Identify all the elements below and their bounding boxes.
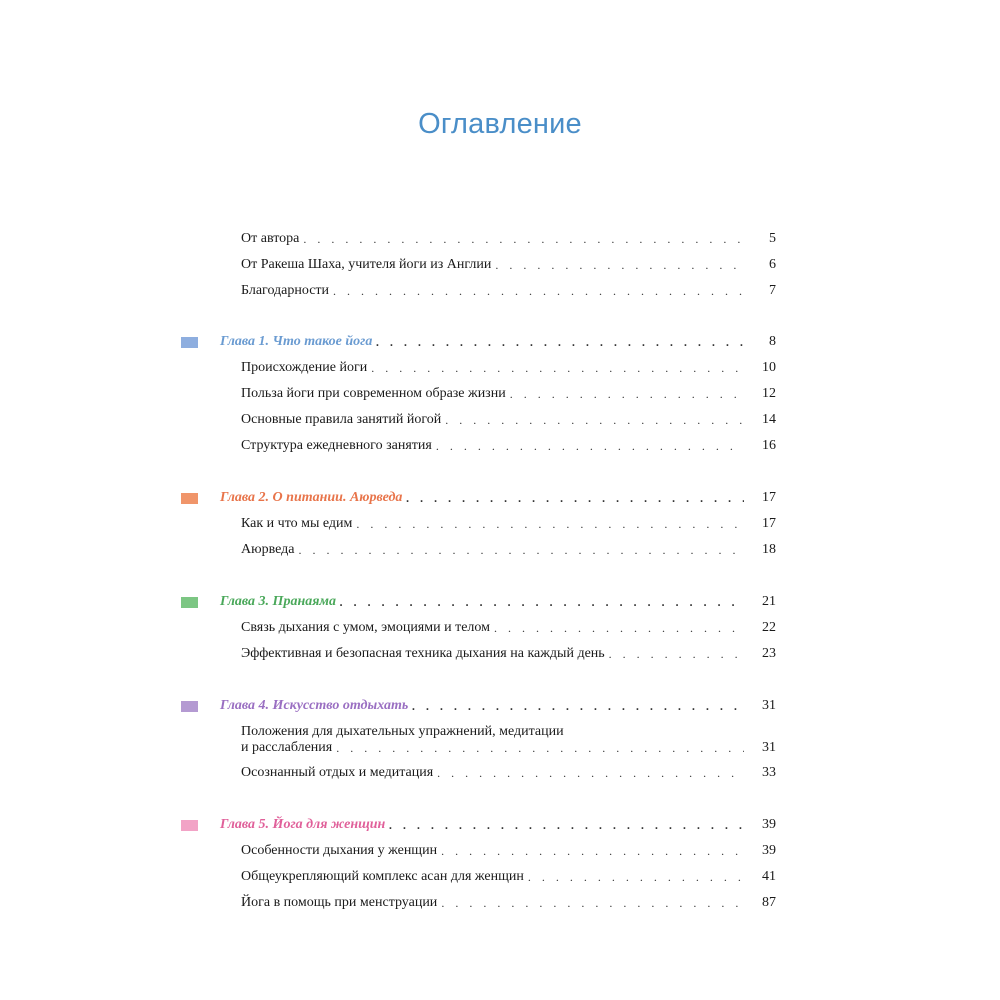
chapter-color-square [181, 493, 198, 504]
dot-leader [336, 740, 744, 756]
dot-leader [436, 438, 744, 454]
toc-chapter-page: 31 [762, 698, 776, 713]
dot-leader [389, 817, 744, 833]
toc-entry[interactable] [241, 620, 776, 636]
toc-entry[interactable] [241, 516, 776, 532]
toc-chapter-2[interactable] [220, 490, 776, 506]
toc-entry-page: 14 [762, 412, 776, 427]
dot-leader [376, 334, 744, 350]
toc-chapter-label: Глава 2. О питании. Аюрведа [220, 490, 403, 505]
toc-entry-label: Связь дыхания с умом, эмоциями и телом [241, 620, 491, 635]
toc-entry[interactable] [241, 843, 776, 859]
toc-entry-author[interactable] [241, 231, 776, 247]
dot-leader [412, 698, 744, 714]
dot-leader [303, 231, 744, 247]
dot-leader [333, 283, 744, 299]
toc-entry-page: 12 [762, 386, 776, 401]
toc-entry-label: Основные правила занятий йогой [241, 412, 442, 427]
toc-entry-label: Польза йоги при современном образе жизни [241, 386, 506, 401]
toc-entry[interactable] [241, 895, 776, 911]
dot-leader [441, 895, 744, 911]
toc-chapter-1[interactable] [220, 334, 776, 350]
toc-entry-rakesh-shah[interactable] [241, 257, 776, 273]
toc-entry-page: 6 [769, 257, 776, 272]
toc-entry-page: 7 [769, 283, 776, 298]
toc-entry[interactable] [241, 412, 776, 428]
toc-entry-label: Как и что мы едим [241, 516, 353, 531]
toc-entry-page: 41 [762, 869, 776, 884]
dot-leader [406, 490, 744, 506]
toc-entry-label: Осознанный отдых и медитация [241, 765, 434, 780]
dot-leader [441, 843, 744, 859]
toc-entry-label: Благодарности [241, 283, 330, 298]
toc-entry-page: 33 [762, 765, 776, 780]
dot-leader [371, 360, 744, 376]
chapter-color-square [181, 820, 198, 831]
dot-leader [510, 386, 744, 402]
toc-chapter-label: Глава 1. Что такое йога [220, 334, 373, 349]
toc-chapter-page: 17 [762, 490, 776, 505]
toc-chapter-label: Глава 4. Искусство отдыхать [220, 698, 409, 713]
toc-entry-page: 16 [762, 438, 776, 453]
toc-chapter-3[interactable] [220, 594, 776, 610]
toc-chapter-label: Глава 5. Йога для женщин [220, 817, 386, 832]
dot-leader [298, 542, 744, 558]
toc-entry-page: 17 [762, 516, 776, 531]
toc-entry-label: и расслабления [241, 740, 333, 755]
chapter-color-square [181, 597, 198, 608]
dot-leader [445, 412, 744, 428]
toc-entry[interactable] [241, 765, 776, 781]
toc-entry[interactable] [241, 438, 776, 454]
toc-entry-label: Особенности дыхания у женщин [241, 843, 438, 858]
dot-leader [495, 257, 744, 273]
page-title: Оглавление [418, 108, 582, 140]
toc-chapter-4[interactable] [220, 698, 776, 714]
dot-leader [528, 869, 744, 885]
toc-entry-label: Эффективная и безопасная техника дыхания на каждый день [241, 646, 605, 661]
toc-chapter-page: 39 [762, 817, 776, 832]
toc-entry-label: От автора [241, 231, 300, 246]
toc-entry-page: 18 [762, 542, 776, 557]
toc-entry-acknowledgements[interactable] [241, 283, 776, 299]
toc-chapter-page: 21 [762, 594, 776, 609]
toc-entry-label: Общеукрепляющий комплекс асан для женщин [241, 869, 524, 884]
dot-leader [437, 765, 744, 781]
toc-entry-page: 87 [762, 895, 776, 910]
toc-entry-page: 39 [762, 843, 776, 858]
toc-entry-page: 31 [762, 740, 776, 755]
toc-entry-label: Аюрведа [241, 542, 295, 557]
toc-entry[interactable] [241, 542, 776, 558]
toc-entry-two-line[interactable] [241, 724, 776, 756]
toc-chapter-label: Глава 3. Пранаяма [220, 594, 337, 609]
toc-entry-page: 5 [769, 231, 776, 246]
toc-entry-label: Происхождение йоги [241, 360, 368, 375]
toc-entry-label: Йога в помощь при менструации [241, 895, 438, 910]
dot-leader [340, 594, 744, 610]
toc-entry-page: 22 [762, 620, 776, 635]
dot-leader [356, 516, 744, 532]
toc-chapter-page: 8 [769, 334, 776, 349]
toc-entry-label: Структура ежедневного занятия [241, 438, 432, 453]
toc-entry-label-line1: Положения для дыхательных упражнений, медитации [241, 724, 564, 739]
toc-entry[interactable] [241, 869, 776, 885]
toc-entry[interactable] [241, 646, 776, 662]
toc-entry-page: 10 [762, 360, 776, 375]
toc-entry[interactable] [241, 386, 776, 402]
dot-leader [494, 620, 744, 636]
toc-entry-label: От Ракеша Шаха, учителя йоги из Англии [241, 257, 492, 272]
toc-entry[interactable] [241, 360, 776, 376]
chapter-color-square [181, 701, 198, 712]
toc-chapter-5[interactable] [220, 817, 776, 833]
chapter-color-square [181, 337, 198, 348]
dot-leader [609, 646, 744, 662]
toc-entry-page: 23 [762, 646, 776, 661]
